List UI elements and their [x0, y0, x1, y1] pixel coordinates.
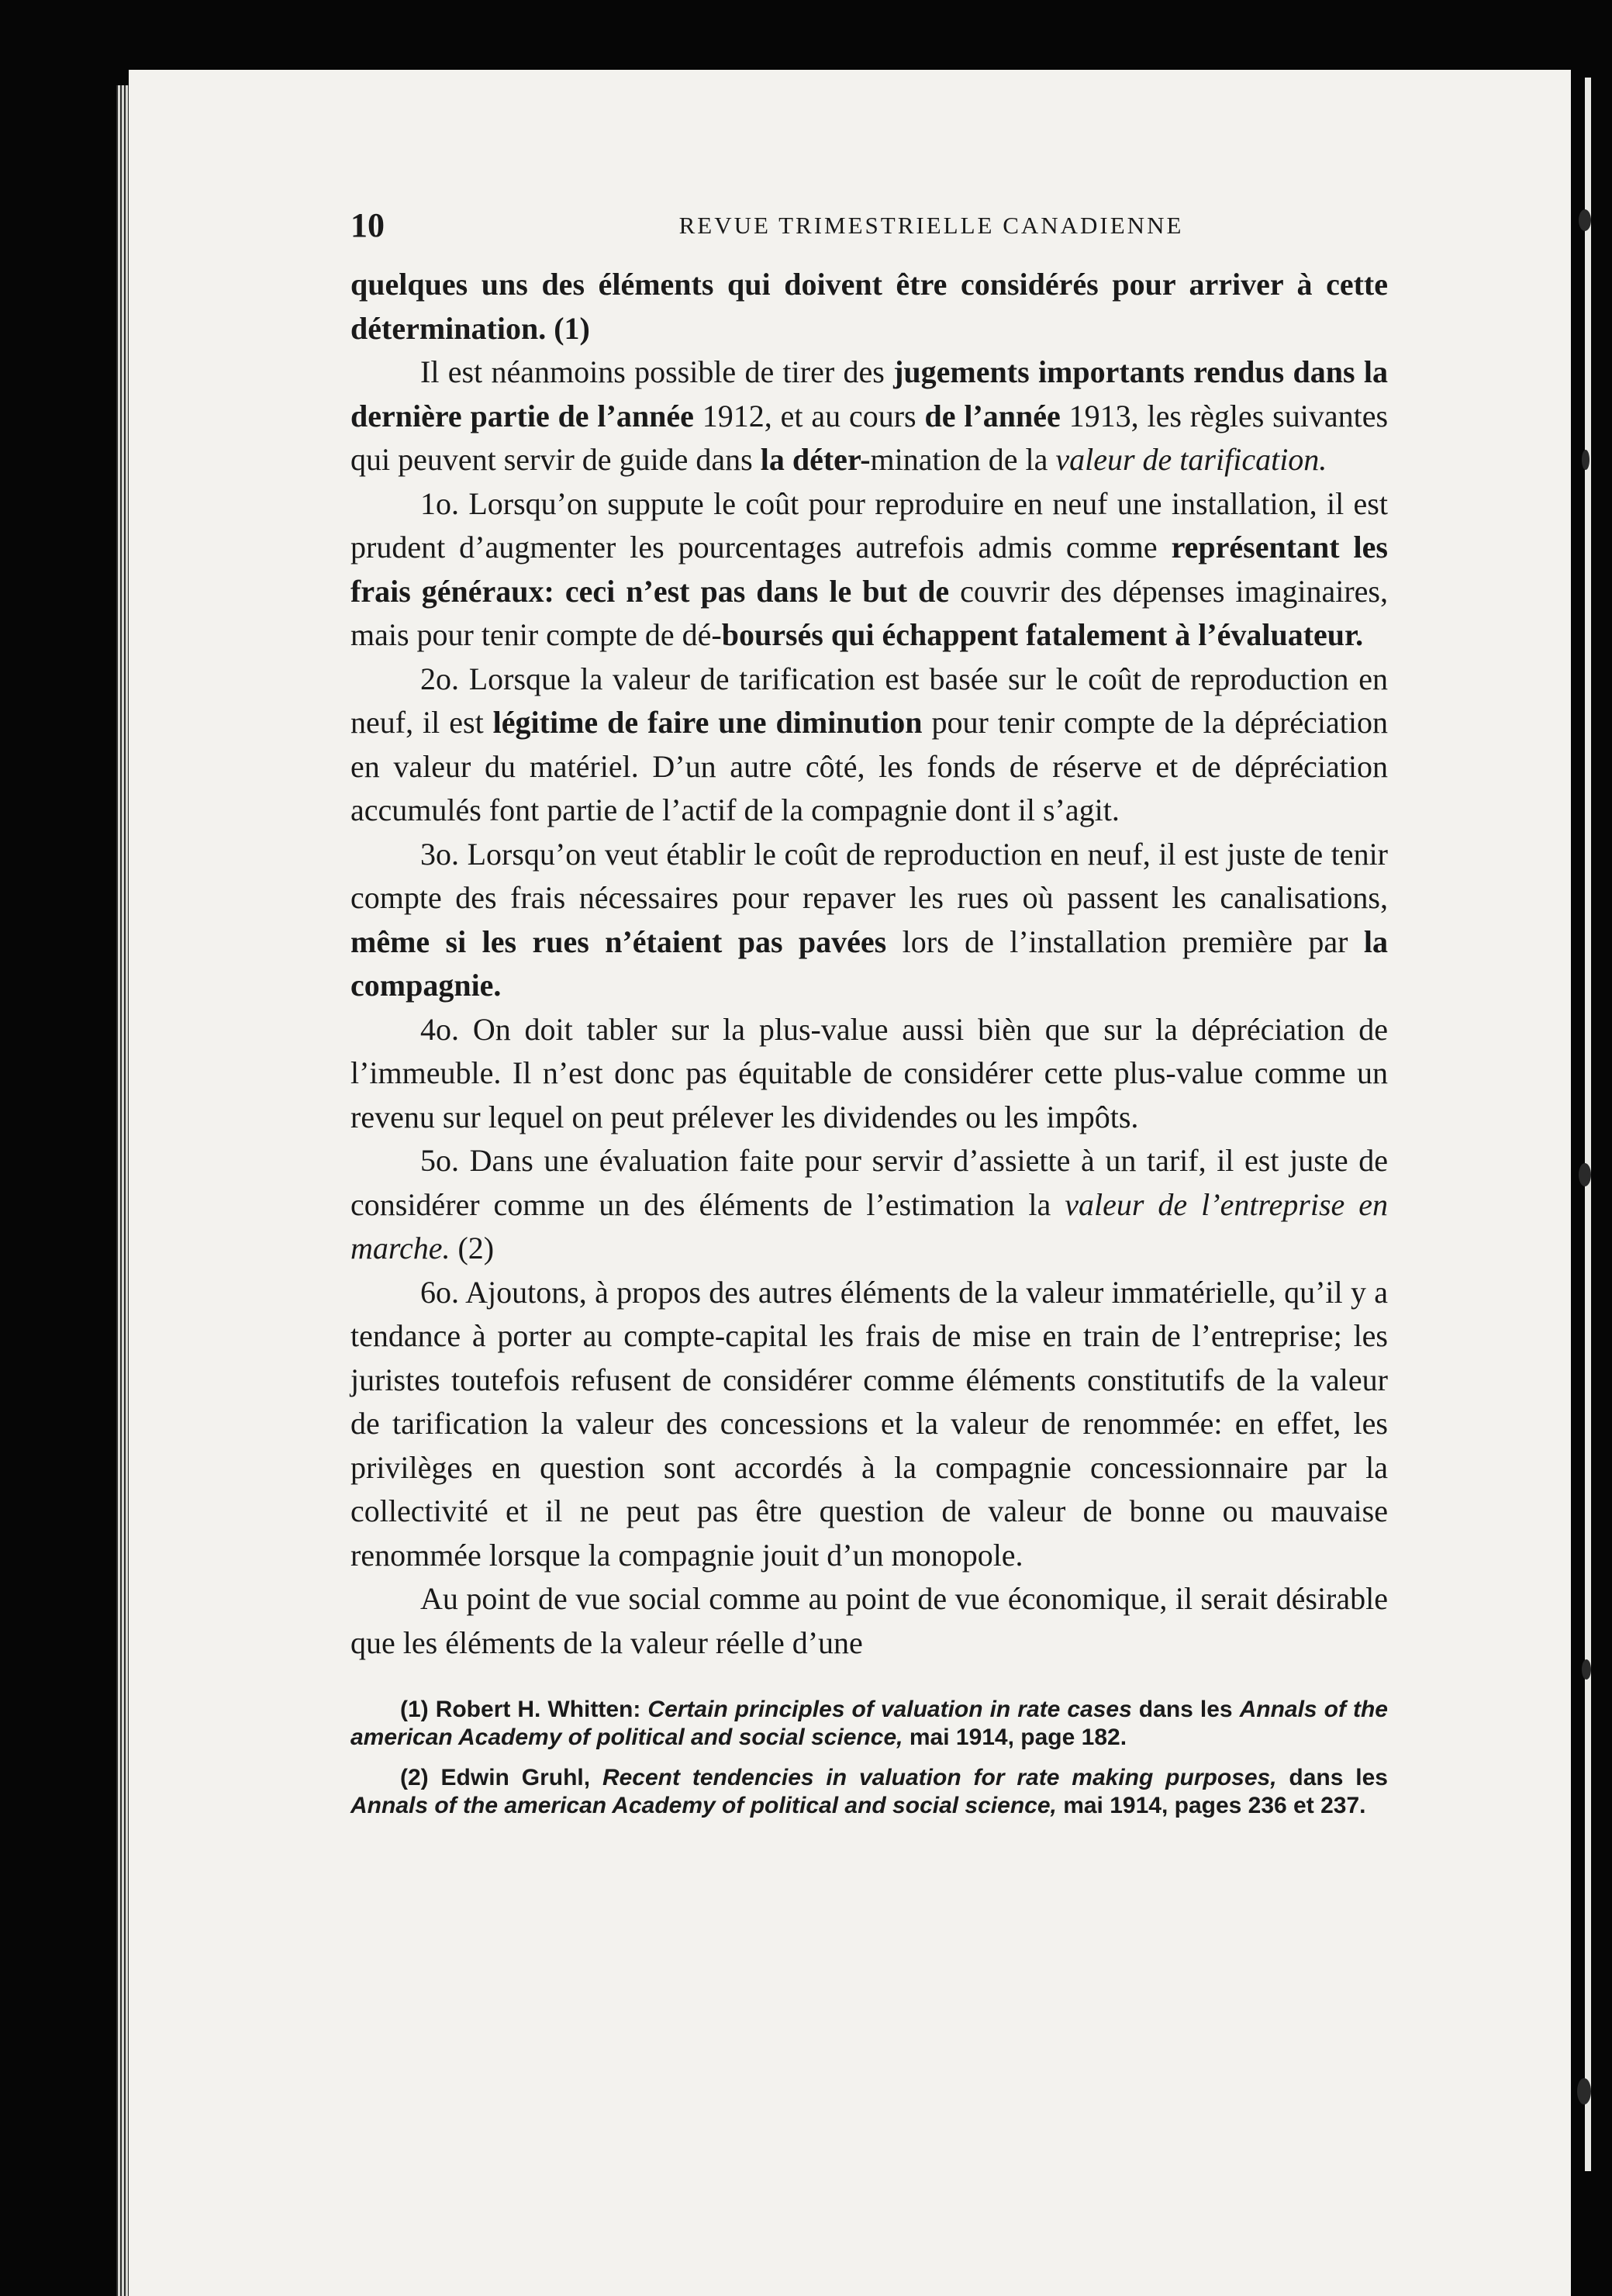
- footnote-segment: (2) Edwin Gruhl,: [400, 1765, 602, 1790]
- footnote-segment: dans les: [1131, 1697, 1240, 1722]
- text-segment: même si les rues n’étaient pas pavées: [350, 924, 887, 959]
- footnote-segment: Annals of the american Academy of political and social science,: [350, 1697, 1388, 1750]
- text-segment: mination de la: [870, 442, 1056, 477]
- text-segment: 2o. Lorsque la valeur de tarification est basée sur le coût de reproduction en neuf, il est: [350, 661, 1388, 740]
- footnote: [350, 1764, 1388, 1820]
- text-segment: pour tenir compte de la dépréciation en valeur du matériel. D’un autre côté, les fonds de réserve et de dépréciation accumulés font partie de l’actif de la compagnie dont il s’agit.: [350, 705, 1389, 827]
- text-segment: quelques uns des éléments qui doivent être considérés pour arriver à cette détermination. (1): [350, 267, 1388, 346]
- text-segment: (2): [450, 1231, 495, 1265]
- text-segment: juste de tenir compte des frais nécessaires pour repaver les rues: [350, 836, 1388, 915]
- footnote-segment: dans les: [1276, 1765, 1388, 1790]
- running-title: REVUE TRIMESTRIELLE CANADIENNE: [678, 212, 1184, 239]
- text-segment: de l’année: [924, 398, 1069, 433]
- text-segment: Au point de vue social comme au point de vue économique, il serait désirable que les éléments de la valeur réelle d’une: [350, 1581, 1388, 1660]
- text-segment: lors de l’installation première par: [886, 924, 1364, 959]
- text-segment: représentant les frais généraux: ceci n’est pas dans le but de: [350, 530, 1388, 609]
- edge-mark: [1579, 209, 1591, 231]
- text-segment: 5o. Dans une évaluation faite pour servir d’assiette à un tarif, il est juste de considérer comme un des éléments de l’estimation la: [350, 1143, 1388, 1222]
- text-segment: 1913, les règles suivantes qui peuvent servir de guide dans: [350, 398, 1389, 477]
- paragraph: [350, 1271, 1388, 1578]
- text-segment: où passent les canalisations,: [1009, 880, 1389, 915]
- text-segment: couvrir des dépenses imaginaires, mais pour tenir compte de dé-: [350, 573, 1389, 652]
- text-segment: légitime de faire une diminution: [492, 705, 923, 740]
- edge-mark: [1582, 1659, 1591, 1680]
- text-segment: la déter-: [760, 442, 871, 477]
- edge-mark: [1577, 2078, 1591, 2104]
- paragraph: [350, 350, 1388, 482]
- page-number: 10: [350, 206, 385, 244]
- paragraph: [350, 1577, 1388, 1665]
- footnote-segment: Certain principles of valuation in rate cases: [647, 1697, 1132, 1722]
- text-segment: 4o. On doit tabler sur la plus-value aussi bièn que sur la dépréciation de l’immeuble. Il n’est donc pas équitable de considérer cette plus-value comme un revenu sur lequel on peut prélever les dividendes ou les impôts.: [350, 1011, 1388, 1134]
- text-segment: Il est néanmoins possible de tirer des: [420, 354, 894, 389]
- paragraph: [350, 833, 1388, 1008]
- page-content: [350, 205, 1388, 1832]
- page-binding-edge: [116, 85, 129, 2296]
- right-page-edge: [1585, 78, 1591, 2171]
- edge-mark: [1579, 1163, 1591, 1186]
- edge-mark: [1582, 450, 1590, 470]
- text-segment: la compagnie.: [350, 924, 1388, 1003]
- body-text: [350, 263, 1388, 1665]
- footnote-segment: mai 1914, page 182.: [903, 1725, 1127, 1750]
- page-header: [350, 205, 1388, 252]
- footnotes: [350, 1696, 1388, 1820]
- text-segment: 3o. Lorsqu’on veut établir le coût de reproduction en neuf, il est: [420, 836, 1227, 872]
- paragraph: [350, 263, 1388, 350]
- paragraph: [350, 1008, 1388, 1140]
- paragraph: [350, 482, 1388, 658]
- footnote-segment: Recent tendencies in valuation for rate making purposes,: [602, 1765, 1277, 1790]
- text-segment: 1912, et au cours: [702, 398, 925, 433]
- text-segment: valeur de tarification.: [1055, 442, 1327, 477]
- footnote-segment: mai 1914, pages 236 et 237.: [1056, 1793, 1366, 1818]
- paragraph: [350, 658, 1388, 833]
- footnote-segment: (1) Robert H. Whitten:: [400, 1697, 648, 1722]
- text-segment: 6o. Ajoutons, à propos des autres éléments de la valeur immatérielle, qu’il y a tendance à porter au compte-capital les frais de mise en train de l’entreprise; les juristes toutefois refusent de considérer comme éléments constitutifs de la valeur de tarification la valeur des concessions et la valeur de renommée: en effet, les privilèges en question sont accordés à la compagnie concessionnaire par la collectivité et il ne peut pas être question de valeur de bonne ou mauvaise renommée lorsque la compagnie jouit d’un monopole.: [350, 1274, 1388, 1573]
- footnote-segment: Annals of the american Academy of political and social science,: [350, 1793, 1057, 1818]
- footnote: [350, 1696, 1388, 1752]
- text-segment: boursés qui échappent fatalement à l’évaluateur.: [721, 617, 1364, 652]
- text-segment: jugements importants rendus dans la dernière partie de l’année: [350, 354, 1388, 433]
- text-segment: valeur de l’entreprise en marche.: [350, 1186, 1388, 1265]
- text-segment: 1o. Lorsqu’on suppute le coût pour reproduire en neuf une installation, il est prudent d’augmenter les pourcentages autrefois admis comme: [350, 485, 1388, 565]
- paragraph: [350, 1139, 1388, 1271]
